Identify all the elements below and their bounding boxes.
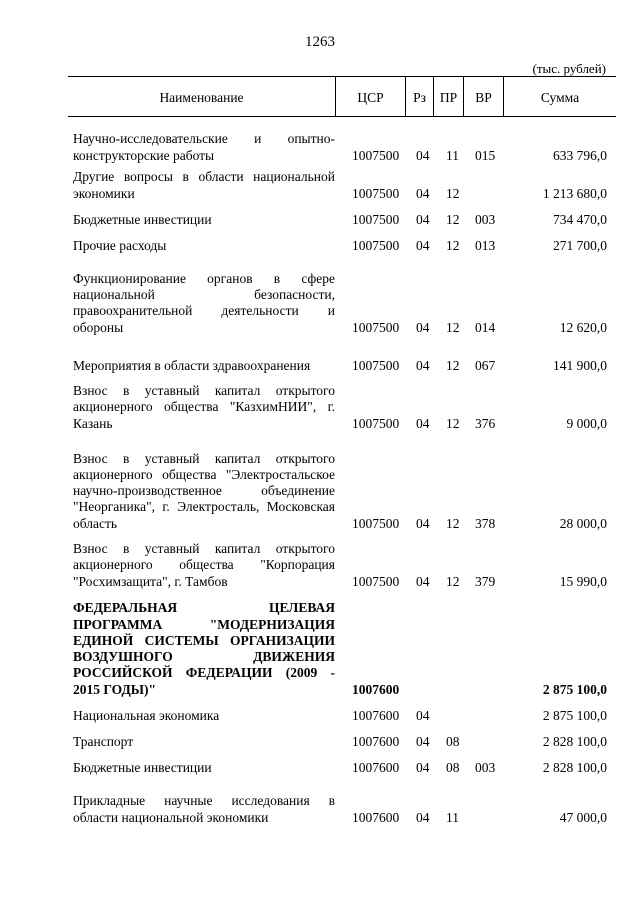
row-pr: 12	[446, 573, 460, 589]
row-vr: 015	[475, 147, 496, 163]
row-rz: 04	[416, 415, 430, 431]
row-pr: 12	[446, 415, 460, 431]
table-row	[0, 724, 640, 750]
row-csr: 1007500	[352, 415, 400, 431]
row-rz: 04	[416, 211, 430, 227]
row-csr: 1007500	[352, 147, 400, 163]
header-rz: Рз	[406, 77, 434, 116]
row-pr: 08	[446, 759, 460, 775]
row-pr: 11	[446, 147, 459, 163]
row-csr: 1007500	[352, 237, 400, 253]
table-row	[0, 776, 640, 826]
row-csr: 1007600	[352, 809, 400, 825]
row-name: Транспорт	[73, 733, 134, 749]
header-sum: Сумма	[540, 90, 580, 105]
row-name: Национальная экономика	[73, 707, 220, 723]
row-rz: 04	[416, 573, 430, 589]
header-name: Наименование	[68, 77, 336, 116]
table-row	[0, 432, 640, 532]
table-row	[0, 698, 640, 724]
units-label: (тыс. рублей)	[532, 61, 606, 76]
row-name: Прочие расходы	[73, 237, 167, 253]
table-row	[0, 532, 640, 590]
row-pr: 12	[446, 357, 460, 373]
row-rz: 04	[416, 707, 430, 723]
table-row-program	[0, 590, 640, 698]
row-sum: 271 700,0	[553, 237, 607, 253]
row-sum: 633 796,0	[553, 147, 607, 163]
table-body	[0, 120, 640, 826]
table-row	[0, 374, 640, 432]
row-name: Бюджетные инвестиции	[73, 211, 212, 227]
row-name: ФЕДЕРАЛЬНАЯ ЦЕЛЕВАЯ ПРОГРАММА "МОДЕРНИЗАЦИЯ ЕДИНОЙ СИСТЕМЫ ОРГАНИЗАЦИИ ВОЗДУШНОГО ДВИЖЕНИЯ РОССИЙСКОЙ ФЕДЕРАЦИИ (2009 - 2015 ГОДЫ)"	[73, 600, 335, 697]
row-rz: 04	[416, 147, 430, 163]
row-rz: 04	[416, 185, 430, 201]
table-row	[0, 750, 640, 776]
row-name: Функционирование органов в сфере национальной безопасности, правоохранительной деятельности и обороны	[73, 270, 335, 335]
row-rz: 04	[416, 319, 430, 335]
row-sum: 734 470,0	[553, 211, 607, 227]
row-rz: 04	[416, 809, 430, 825]
row-vr: 378	[475, 515, 496, 531]
row-pr: 11	[446, 809, 459, 825]
row-vr: 067	[475, 357, 496, 373]
header-csr: ЦСР	[336, 77, 406, 116]
row-name: Прикладные научные исследования в области национальной экономики	[73, 793, 335, 825]
row-vr: 003	[475, 211, 496, 227]
row-csr: 1007600	[352, 707, 400, 723]
row-name: Взнос в уставный капитал открытого акционерного общества "КазхимНИИ", г. Казань	[73, 383, 335, 431]
row-rz: 04	[416, 515, 430, 531]
row-csr: 1007600	[352, 733, 400, 749]
row-sum: 15 990,0	[559, 573, 607, 589]
row-pr: 12	[446, 211, 460, 227]
row-sum: 47 000,0	[559, 809, 607, 825]
row-csr: 1007500	[352, 357, 400, 373]
row-sum: 2 828 100,0	[542, 759, 607, 775]
row-sum: 2 875 100,0	[542, 681, 607, 697]
row-vr: 376	[475, 415, 496, 431]
table-row	[0, 164, 640, 202]
row-name: Взнос в уставный капитал открытого акционерного общества "Электростальское научно-производственное объединение "Неорганика", г. Электросталь, Московская область	[73, 450, 335, 531]
row-name: Научно-исследовательские и опытно-конструкторские работы	[73, 131, 335, 163]
row-pr: 12	[446, 515, 460, 531]
row-rz: 04	[416, 237, 430, 253]
row-csr: 1007600	[352, 759, 400, 775]
row-rz: 04	[416, 357, 430, 373]
table-row	[0, 202, 640, 228]
table-row	[0, 254, 640, 336]
table-row	[0, 336, 640, 374]
row-vr: 379	[475, 573, 496, 589]
row-vr: 014	[475, 319, 496, 335]
row-rz: 04	[416, 759, 430, 775]
row-sum: 28 000,0	[559, 515, 607, 531]
row-csr: 1007500	[352, 319, 400, 335]
row-sum: 12 620,0	[559, 319, 607, 335]
row-name: Взнос в уставный капитал открытого акционерного общества "Корпорация "Росхимзащита", г. Тамбов	[73, 541, 335, 589]
row-pr: 08	[446, 733, 460, 749]
header-vr: ВР	[464, 77, 504, 116]
row-pr: 12	[446, 237, 460, 253]
row-csr: 1007500	[352, 185, 400, 201]
row-name: Другие вопросы в области национальной экономики	[73, 169, 335, 201]
page-number: 1263	[305, 34, 335, 50]
table-row	[0, 120, 640, 164]
table-row	[0, 228, 640, 254]
header-pr: ПР	[434, 77, 464, 116]
row-name: Бюджетные инвестиции	[73, 759, 212, 775]
row-sum: 1 213 680,0	[542, 185, 607, 201]
row-csr: 1007600	[352, 681, 400, 697]
row-csr: 1007500	[352, 515, 400, 531]
row-vr: 013	[475, 237, 496, 253]
row-csr: 1007500	[352, 573, 400, 589]
row-pr: 12	[446, 319, 460, 335]
row-sum: 141 900,0	[553, 357, 607, 373]
row-sum: 2 875 100,0	[542, 707, 607, 723]
row-csr: 1007500	[352, 211, 400, 227]
row-rz: 04	[416, 733, 430, 749]
row-pr: 12	[446, 185, 460, 201]
row-sum: 2 828 100,0	[542, 733, 607, 749]
row-vr: 003	[475, 759, 496, 775]
row-sum: 9 000,0	[566, 415, 607, 431]
table-header	[68, 76, 616, 117]
row-name: Мероприятия в области здравоохранения	[73, 357, 311, 373]
